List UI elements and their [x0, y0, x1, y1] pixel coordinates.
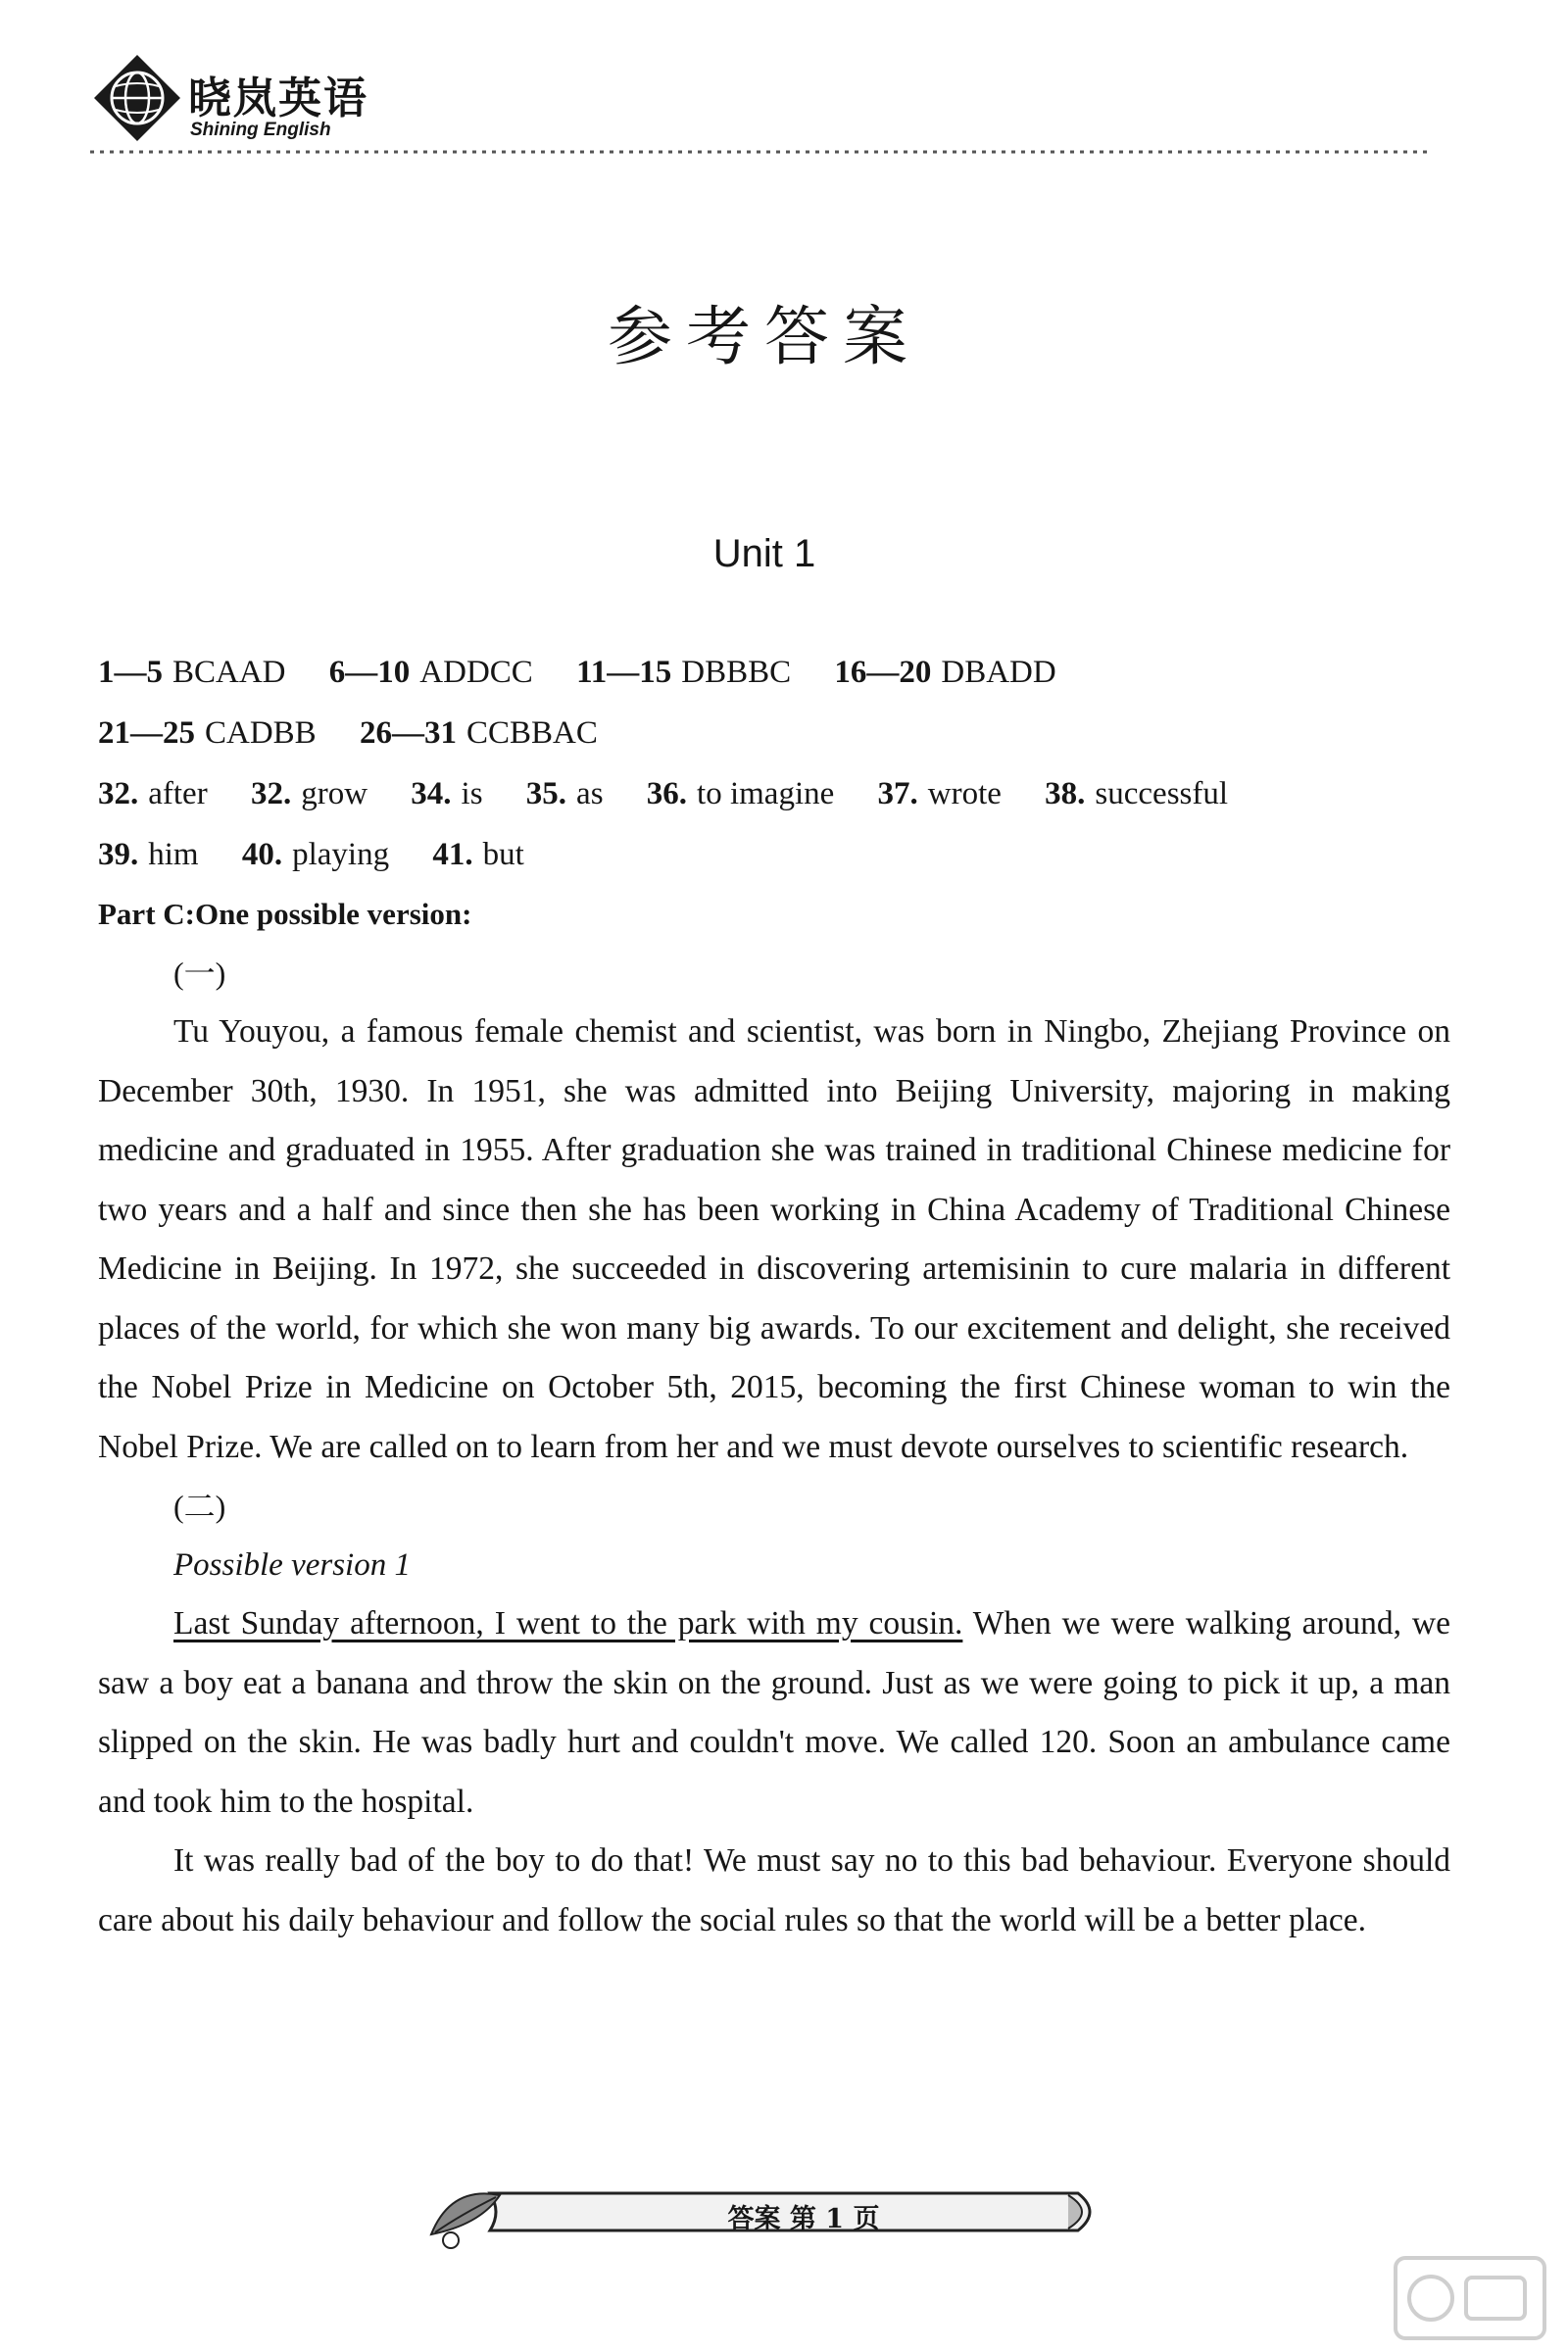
version-paragraph-2: It was really bad of the boy to do that! We must say no to this bad behaviour. Everyone should care about his daily behaviour and follow the social rules so that the world will be a better place.	[98, 1842, 1450, 1938]
paragraph-1-rest: When we were walking around, we saw a boy eat a banana and throw the skin on the ground. Just as we were going to pick it up, a man slipped on the skin. He was badly hurt and couldn't move. We called 120. Soon an ambulance came and took him to the hospital.	[98, 1605, 1450, 1820]
header-dotted-rule	[90, 147, 1429, 157]
section-1-paragraph: Tu Youyou, a famous female chemist and scientist, was born in Ningbo, Zhejiang Province on December 30th, 1930. In 1951, she was admitted into Beijing University, majoring in making medicine and graduated in 1955. After graduation she was trained in traditional Chinese medicine for two years and a half and since then she has been working in China Academy of Traditional Chinese Medicine in Beijing. In 1972, she succeeded in discovering artemisinin to cure malaria in different places of the world, for which she won many big awards. To our excitement and delight, she received the Nobel Prize in Medicine on October 5th, 2015, becoming the first Chinese woman to win the Nobel Prize. We are called on to learn from her and we must devote ourselves to scientific research.	[98, 1013, 1450, 1465]
answer-item: 38. successful	[1045, 776, 1229, 811]
unit-heading: Unit 1	[712, 532, 816, 575]
answer-item: 6—10 ADDCC	[328, 655, 533, 690]
answer-item: 1—5 BCAAD	[98, 655, 286, 690]
page-footer	[421, 2176, 1127, 2254]
version-paragraph-1	[98, 1594, 1450, 1832]
answer-item: 32. after	[98, 776, 208, 811]
footer-page-number: 答案 第 1 页	[727, 2204, 880, 2234]
answer-item: 39. him	[98, 837, 199, 872]
answer-item: 32. grow	[250, 776, 368, 811]
part-c-heading: Part C:One possible version:	[98, 897, 472, 931]
section-1-marker: (一)	[173, 956, 226, 991]
answer-body	[98, 642, 1450, 1950]
section-2-marker: (二)	[173, 1489, 226, 1524]
answer-item: 40. playing	[241, 837, 390, 872]
version-label: Possible version 1	[173, 1547, 411, 1583]
answer-line-3	[98, 763, 1450, 824]
answer-item: 11—15 DBBBC	[576, 655, 792, 690]
underlined-opening-sentence: Last Sunday afternoon, I went to the park with my cousin.	[173, 1605, 963, 1642]
page-title: 参考答案	[608, 299, 921, 374]
brand-header	[90, 51, 443, 149]
answer-item: 37. wrote	[877, 776, 1002, 811]
brand-name-chinese: 晓岚英语	[188, 74, 368, 123]
answer-item: 36. to imagine	[646, 776, 835, 811]
watermark-stamp-icon	[1392, 2254, 1548, 2342]
brand-name-english: Shining English	[190, 120, 331, 140]
answer-item: 16—20 DBADD	[834, 655, 1056, 690]
answer-line-2	[98, 703, 1450, 763]
answer-line-1	[98, 642, 1450, 703]
answer-item: 35. as	[525, 776, 604, 811]
answer-item: 34. is	[411, 776, 483, 811]
answer-line-4	[98, 824, 1450, 885]
answer-item: 26—31 CCBBAC	[359, 715, 598, 751]
answer-item: 21—25 CADBB	[98, 715, 317, 751]
answer-item: 41. but	[432, 837, 524, 872]
globe-logo-icon	[90, 51, 184, 145]
